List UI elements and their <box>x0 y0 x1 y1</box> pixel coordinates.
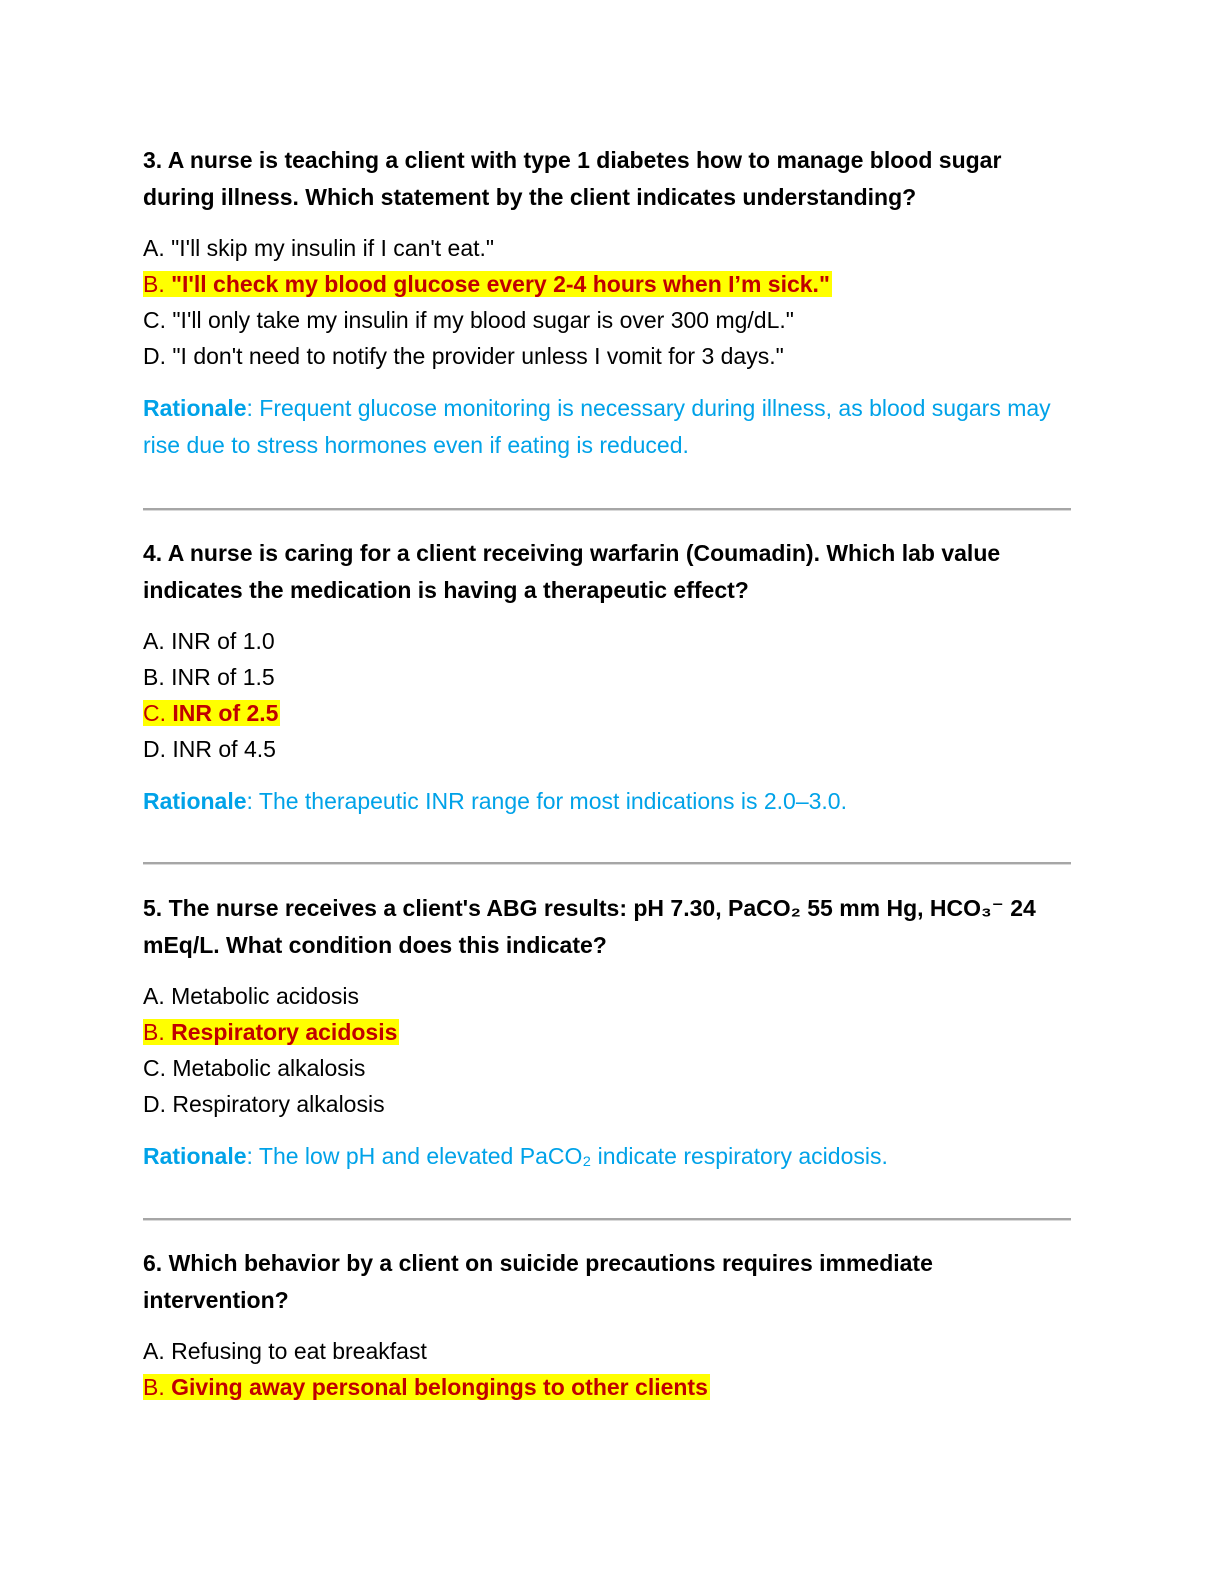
rationale-label: Rationale <box>143 395 247 421</box>
question-stem: 6. Which behavior by a client on suicide precautions requires immediate intervention? <box>143 1250 933 1313</box>
option-d: D. INR of 4.5 <box>143 736 276 762</box>
question-3 <box>143 142 1073 464</box>
question-6 <box>143 1245 1073 1405</box>
option-list <box>143 623 1073 767</box>
rationale-label: Rationale <box>143 788 247 814</box>
option-b-correct: B. Respiratory acidosis <box>143 1019 398 1045</box>
section-divider <box>143 1218 1071 1221</box>
option-a: A. "I'll skip my insulin if I can't eat." <box>143 235 495 261</box>
option-d: D. "I don't need to notify the provider unless I vomit for 3 days." <box>143 343 784 369</box>
rationale <box>143 390 1073 464</box>
option-a: A. INR of 1.0 <box>143 628 275 654</box>
option-a: A. Refusing to eat breakfast <box>143 1338 427 1364</box>
rationale-label: Rationale <box>143 1143 247 1169</box>
rationale <box>143 1138 1073 1175</box>
section-divider <box>143 508 1071 511</box>
option-list <box>143 1333 1073 1405</box>
question-4 <box>143 535 1073 820</box>
section-divider <box>143 862 1071 865</box>
rationale-text: : The low pH and elevated PaCO₂ indicate respiratory acidosis. <box>246 1143 888 1169</box>
option-list <box>143 230 1073 374</box>
rationale-text: : The therapeutic INR range for most indications is 2.0–3.0. <box>246 788 847 814</box>
question-5 <box>143 890 1073 1175</box>
option-a: A. Metabolic acidosis <box>143 983 360 1009</box>
option-b-correct: B. Giving away personal belongings to other clients <box>143 1374 708 1400</box>
option-c: C. Metabolic alkalosis <box>143 1055 366 1081</box>
option-list <box>143 978 1073 1122</box>
question-stem: 3. A nurse is teaching a client with type 1 diabetes how to manage blood sugar during illness. Which statement by the client indicates understanding? <box>143 147 1002 210</box>
question-stem: 4. A nurse is caring for a client receiving warfarin (Coumadin). Which lab value indicates the medication is having a therapeutic effect? <box>143 540 1001 603</box>
option-c-correct: C. INR of 2.5 <box>143 700 279 726</box>
option-b: B. INR of 1.5 <box>143 664 275 690</box>
option-c: C. "I'll only take my insulin if my blood sugar is over 300 mg/dL." <box>143 307 794 333</box>
question-stem: 5. The nurse receives a client's ABG results: pH 7.30, PaCO₂ 55 mm Hg, HCO₃⁻ 24 mEq/L. What condition does this indicate? <box>143 895 1036 958</box>
option-d: D. Respiratory alkalosis <box>143 1091 385 1117</box>
rationale-text: : Frequent glucose monitoring is necessary during illness, as blood sugars may rise due to stress hormones even if eating is reduced. <box>143 395 1051 458</box>
rationale <box>143 783 1073 820</box>
option-b-correct: B. "I'll check my blood glucose every 2-4 hours when I’m sick." <box>143 271 830 297</box>
